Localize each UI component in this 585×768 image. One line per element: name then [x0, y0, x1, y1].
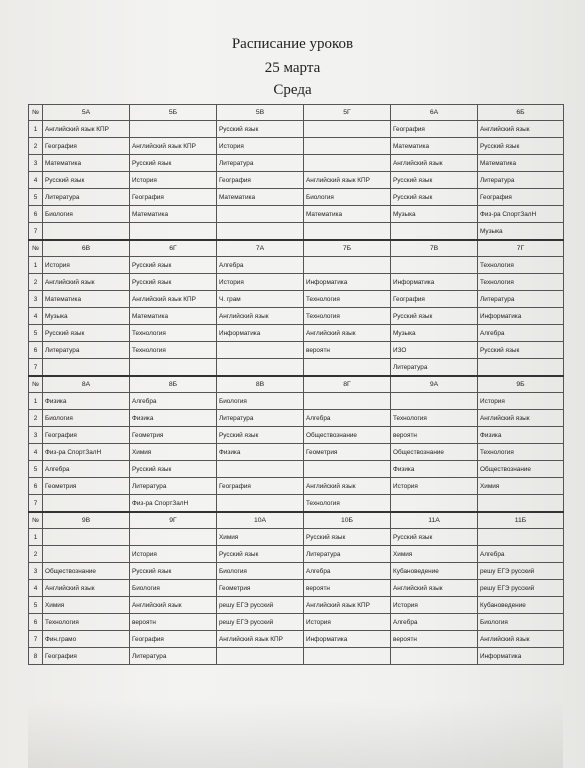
number-header: №	[29, 105, 43, 121]
class-header: 8А	[43, 376, 130, 393]
lesson-cell	[130, 223, 217, 241]
lesson-cell: Музыка	[43, 308, 130, 325]
lesson-cell	[43, 359, 130, 377]
lesson-number: 3	[29, 155, 43, 172]
lesson-cell	[304, 121, 391, 138]
lesson-cell: География	[43, 648, 130, 665]
lesson-cell: Технология	[304, 291, 391, 308]
lesson-cell	[304, 359, 391, 377]
lesson-cell: Литература	[391, 359, 478, 377]
lesson-cell: Физ-ра СпортЗалН	[43, 444, 130, 461]
lesson-cell: Русский язык	[304, 529, 391, 546]
lesson-cell: Обществознание	[391, 444, 478, 461]
lesson-cell: История	[478, 393, 564, 410]
lesson-cell	[391, 495, 478, 513]
lesson-row	[29, 546, 564, 563]
lesson-cell: Английский язык	[304, 325, 391, 342]
lesson-cell	[217, 495, 304, 513]
lesson-cell: Русский язык	[43, 325, 130, 342]
lesson-cell	[217, 359, 304, 377]
lesson-cell: Математика	[43, 291, 130, 308]
lesson-cell: Математика	[130, 206, 217, 223]
lesson-row	[29, 138, 564, 155]
lesson-cell: Английский язык КПР	[130, 291, 217, 308]
lesson-number: 8	[29, 648, 43, 665]
class-header-row	[29, 512, 564, 529]
lesson-number: 1	[29, 121, 43, 138]
lesson-number: 5	[29, 325, 43, 342]
lesson-cell: Биология	[43, 206, 130, 223]
lesson-cell: Литература	[478, 172, 564, 189]
lesson-cell: вероятн	[304, 580, 391, 597]
lesson-row	[29, 461, 564, 478]
class-header: 10А	[217, 512, 304, 529]
lesson-cell: Физика	[43, 393, 130, 410]
lesson-number: 6	[29, 342, 43, 359]
lesson-cell: Геометрия	[43, 478, 130, 495]
lesson-cell: Литература	[217, 155, 304, 172]
class-header: 8Б	[130, 376, 217, 393]
lesson-cell	[478, 359, 564, 377]
lesson-cell: Литература	[217, 410, 304, 427]
lesson-cell: Физика	[478, 427, 564, 444]
lesson-cell	[304, 155, 391, 172]
lesson-cell: Алгебра	[130, 393, 217, 410]
lesson-cell: Ч. грам	[217, 291, 304, 308]
lesson-number: 1	[29, 257, 43, 274]
lesson-row	[29, 172, 564, 189]
lesson-row	[29, 580, 564, 597]
lesson-cell: Английский язык	[43, 274, 130, 291]
class-header: 9Б	[478, 376, 564, 393]
lesson-number: 2	[29, 138, 43, 155]
lesson-number: 5	[29, 189, 43, 206]
class-header-row	[29, 376, 564, 393]
lesson-cell: Литература	[130, 478, 217, 495]
lesson-number: 7	[29, 359, 43, 377]
lesson-cell: Английский язык	[391, 155, 478, 172]
lesson-cell	[304, 393, 391, 410]
lesson-cell: Химия	[217, 529, 304, 546]
lesson-cell: Обществознание	[43, 563, 130, 580]
schedule-day: Среда	[273, 82, 312, 98]
lesson-cell: Геометрия	[217, 580, 304, 597]
lesson-cell: Английский язык КПР	[217, 631, 304, 648]
lesson-number: 6	[29, 206, 43, 223]
lesson-number: 3	[29, 291, 43, 308]
lesson-cell: История	[391, 597, 478, 614]
lesson-cell: Математика	[43, 155, 130, 172]
lesson-cell: Информатика	[478, 648, 564, 665]
class-header: 5В	[217, 105, 304, 121]
lesson-row	[29, 342, 564, 359]
lesson-cell: Алгебра	[304, 410, 391, 427]
lesson-cell: Технология	[43, 614, 130, 631]
class-header: 7А	[217, 240, 304, 257]
lesson-cell	[130, 121, 217, 138]
lesson-cell: География	[130, 189, 217, 206]
lesson-cell: География	[43, 427, 130, 444]
lesson-cell: Технология	[391, 410, 478, 427]
lesson-cell	[478, 495, 564, 513]
lesson-row	[29, 257, 564, 274]
lesson-cell: Технология	[304, 495, 391, 513]
lesson-cell: Русский язык	[130, 257, 217, 274]
lesson-cell: Английский язык	[478, 410, 564, 427]
lesson-cell: Русский язык	[478, 342, 564, 359]
lesson-cell: ИЗО	[391, 342, 478, 359]
lesson-row	[29, 410, 564, 427]
lesson-cell: Фин.грамо	[43, 631, 130, 648]
lesson-cell: решу ЕГЭ русский	[217, 614, 304, 631]
lesson-cell: Литература	[43, 189, 130, 206]
lesson-cell: Русский язык	[391, 172, 478, 189]
lesson-row	[29, 597, 564, 614]
lesson-cell: География	[43, 138, 130, 155]
lesson-cell: Английский язык	[217, 308, 304, 325]
lesson-cell	[43, 495, 130, 513]
lesson-cell: Информатика	[304, 631, 391, 648]
lesson-cell: География	[391, 121, 478, 138]
lesson-row	[29, 444, 564, 461]
lesson-cell: Музыка	[391, 206, 478, 223]
lesson-cell: Английский язык	[304, 478, 391, 495]
lesson-cell	[217, 648, 304, 665]
lesson-cell: Физика	[391, 461, 478, 478]
lesson-row	[29, 206, 564, 223]
lesson-cell: Русский язык	[217, 546, 304, 563]
lesson-row	[29, 614, 564, 631]
lesson-row	[29, 563, 564, 580]
lesson-row	[29, 393, 564, 410]
lesson-cell: Алгебра	[217, 257, 304, 274]
number-header: №	[29, 512, 43, 529]
lesson-number: 4	[29, 580, 43, 597]
class-header: 8В	[217, 376, 304, 393]
lesson-cell: География	[478, 189, 564, 206]
lesson-number: 1	[29, 529, 43, 546]
lesson-cell: Биология	[217, 563, 304, 580]
lesson-number: 2	[29, 410, 43, 427]
lesson-cell: решу ЕГЭ русский	[217, 597, 304, 614]
lesson-cell: Биология	[43, 410, 130, 427]
lesson-cell	[217, 206, 304, 223]
lesson-number: 7	[29, 631, 43, 648]
lesson-cell: Английский язык КПР	[304, 172, 391, 189]
lesson-cell: Физика	[130, 410, 217, 427]
page-shadow	[28, 700, 563, 768]
lesson-cell: Английский язык	[478, 631, 564, 648]
lesson-cell: Биология	[130, 580, 217, 597]
schedule-title: Расписание уроков	[231, 36, 354, 52]
lesson-cell	[304, 461, 391, 478]
lesson-cell: Информатика	[304, 274, 391, 291]
lesson-cell: История	[130, 172, 217, 189]
lesson-cell: Русский язык	[478, 138, 564, 155]
lesson-row	[29, 478, 564, 495]
lesson-cell	[43, 546, 130, 563]
lesson-cell: Литература	[130, 648, 217, 665]
lesson-cell: Математика	[217, 189, 304, 206]
lesson-cell: Информатика	[478, 308, 564, 325]
class-header: 9Г	[130, 512, 217, 529]
lesson-cell	[217, 223, 304, 241]
lesson-cell: Английский язык КПР	[304, 597, 391, 614]
class-header: 5Б	[130, 105, 217, 121]
lesson-cell: Технология	[130, 342, 217, 359]
lesson-cell	[391, 648, 478, 665]
lesson-cell	[130, 359, 217, 377]
lesson-cell: Английский язык	[130, 597, 217, 614]
lesson-number: 4	[29, 444, 43, 461]
class-header: 7Г	[478, 240, 564, 257]
lesson-cell: История	[130, 546, 217, 563]
lesson-cell	[217, 461, 304, 478]
lesson-cell: Литература	[478, 291, 564, 308]
lesson-cell: Кубановедение	[478, 597, 564, 614]
lesson-row	[29, 495, 564, 513]
lesson-cell: Технология	[130, 325, 217, 342]
lesson-cell: Русский язык	[130, 461, 217, 478]
lesson-cell: Технология	[304, 308, 391, 325]
lesson-cell: Химия	[391, 546, 478, 563]
lesson-cell: Химия	[43, 597, 130, 614]
lesson-cell: вероятн	[304, 342, 391, 359]
lesson-number: 7	[29, 495, 43, 513]
lesson-row	[29, 291, 564, 308]
lesson-cell: Биология	[304, 189, 391, 206]
lesson-cell: География	[217, 478, 304, 495]
lesson-cell: Английский язык КПР	[130, 138, 217, 155]
lesson-cell	[43, 529, 130, 546]
class-header: 11А	[391, 512, 478, 529]
lesson-cell: Геометрия	[304, 444, 391, 461]
lesson-cell	[130, 529, 217, 546]
lesson-row	[29, 359, 564, 377]
class-header: 6Б	[478, 105, 564, 121]
lesson-cell: Алгебра	[304, 563, 391, 580]
lesson-cell: вероятн	[391, 631, 478, 648]
class-header: 11Б	[478, 512, 564, 529]
lesson-cell: Литература	[304, 546, 391, 563]
lesson-cell: Русский язык	[130, 274, 217, 291]
lesson-cell	[391, 257, 478, 274]
lesson-number: 3	[29, 563, 43, 580]
lesson-cell	[217, 342, 304, 359]
lesson-cell	[43, 223, 130, 241]
lesson-number: 3	[29, 427, 43, 444]
lesson-cell: Биология	[217, 393, 304, 410]
lesson-cell: Технология	[478, 257, 564, 274]
lesson-cell: Физ-ра СпортЗалН	[130, 495, 217, 513]
lesson-row	[29, 121, 564, 138]
class-header: 7Б	[304, 240, 391, 257]
lesson-cell: Биология	[478, 614, 564, 631]
schedule-date: 25 марта	[264, 60, 321, 76]
lesson-cell: вероятн	[391, 427, 478, 444]
lesson-cell: решу ЕГЭ русский	[478, 580, 564, 597]
lesson-cell: Английский язык	[478, 121, 564, 138]
lesson-cell: Технология	[478, 274, 564, 291]
lesson-cell: Алгебра	[391, 614, 478, 631]
lesson-cell: Физ-ра СпортЗалН	[478, 206, 564, 223]
schedule-body	[29, 105, 564, 665]
lesson-cell	[304, 223, 391, 241]
lesson-cell: Информатика	[391, 274, 478, 291]
lesson-cell: История	[391, 478, 478, 495]
lesson-cell: Музыка	[478, 223, 564, 241]
lesson-cell: История	[304, 614, 391, 631]
lesson-cell: Русский язык	[391, 529, 478, 546]
lesson-cell: География	[130, 631, 217, 648]
class-header: 7В	[391, 240, 478, 257]
lesson-cell	[304, 138, 391, 155]
lesson-cell: География	[217, 172, 304, 189]
lesson-cell: Математика	[478, 155, 564, 172]
number-header: №	[29, 376, 43, 393]
lesson-cell: Физика	[217, 444, 304, 461]
class-header: 6А	[391, 105, 478, 121]
lesson-number: 5	[29, 597, 43, 614]
lesson-cell	[478, 529, 564, 546]
lesson-cell: Русский язык	[217, 427, 304, 444]
lesson-cell: Алгебра	[43, 461, 130, 478]
class-header-row	[29, 105, 564, 121]
lesson-cell: решу ЕГЭ русский	[478, 563, 564, 580]
lesson-row	[29, 631, 564, 648]
class-header: 10Б	[304, 512, 391, 529]
class-header-row	[29, 240, 564, 257]
lesson-number: 2	[29, 546, 43, 563]
lesson-cell	[391, 223, 478, 241]
lesson-cell	[304, 257, 391, 274]
lesson-cell: Информатика	[217, 325, 304, 342]
lesson-row	[29, 648, 564, 665]
lesson-cell: Русский язык	[130, 155, 217, 172]
lesson-cell: История	[217, 274, 304, 291]
class-header: 8Г	[304, 376, 391, 393]
class-header: 9А	[391, 376, 478, 393]
lesson-cell: Русский язык	[217, 121, 304, 138]
lesson-cell: Математика	[130, 308, 217, 325]
lesson-row	[29, 427, 564, 444]
lesson-cell: История	[217, 138, 304, 155]
lesson-number: 7	[29, 223, 43, 241]
lesson-row	[29, 274, 564, 291]
lesson-cell: Химия	[478, 478, 564, 495]
schedule-table	[28, 104, 564, 665]
lesson-cell: Химия	[130, 444, 217, 461]
lesson-number: 1	[29, 393, 43, 410]
number-header: №	[29, 240, 43, 257]
class-header: 6В	[43, 240, 130, 257]
lesson-cell: Русский язык	[391, 189, 478, 206]
lesson-row	[29, 325, 564, 342]
lesson-cell: Английский язык	[43, 580, 130, 597]
lesson-cell: Английский язык	[391, 580, 478, 597]
lesson-cell: Музыка	[391, 325, 478, 342]
lesson-row	[29, 155, 564, 172]
lesson-row	[29, 308, 564, 325]
lesson-cell: Алгебра	[478, 325, 564, 342]
lesson-row	[29, 189, 564, 206]
lesson-cell: Алгебра	[478, 546, 564, 563]
lesson-cell: Обществознание	[478, 461, 564, 478]
lesson-cell: Кубановедение	[391, 563, 478, 580]
class-header: 9В	[43, 512, 130, 529]
lesson-cell: Русский язык	[391, 308, 478, 325]
lesson-number: 6	[29, 614, 43, 631]
lesson-number: 4	[29, 308, 43, 325]
lesson-row	[29, 529, 564, 546]
lesson-cell	[391, 393, 478, 410]
lesson-cell: Математика	[391, 138, 478, 155]
lesson-cell: Обществознание	[304, 427, 391, 444]
lesson-number: 6	[29, 478, 43, 495]
lesson-cell: Русский язык	[43, 172, 130, 189]
class-header: 6Г	[130, 240, 217, 257]
lesson-cell: История	[43, 257, 130, 274]
lesson-cell: Английский язык КПР	[43, 121, 130, 138]
lesson-cell: Литература	[43, 342, 130, 359]
lesson-cell: вероятн	[130, 614, 217, 631]
lesson-cell: География	[391, 291, 478, 308]
lesson-cell: Русский язык	[130, 563, 217, 580]
lesson-number: 2	[29, 274, 43, 291]
class-header: 5А	[43, 105, 130, 121]
lesson-number: 5	[29, 461, 43, 478]
lesson-number: 4	[29, 172, 43, 189]
lesson-cell: Технология	[478, 444, 564, 461]
lesson-cell	[304, 648, 391, 665]
lesson-cell: Математика	[304, 206, 391, 223]
lesson-row	[29, 223, 564, 241]
class-header: 5Г	[304, 105, 391, 121]
lesson-cell: Геометрия	[130, 427, 217, 444]
